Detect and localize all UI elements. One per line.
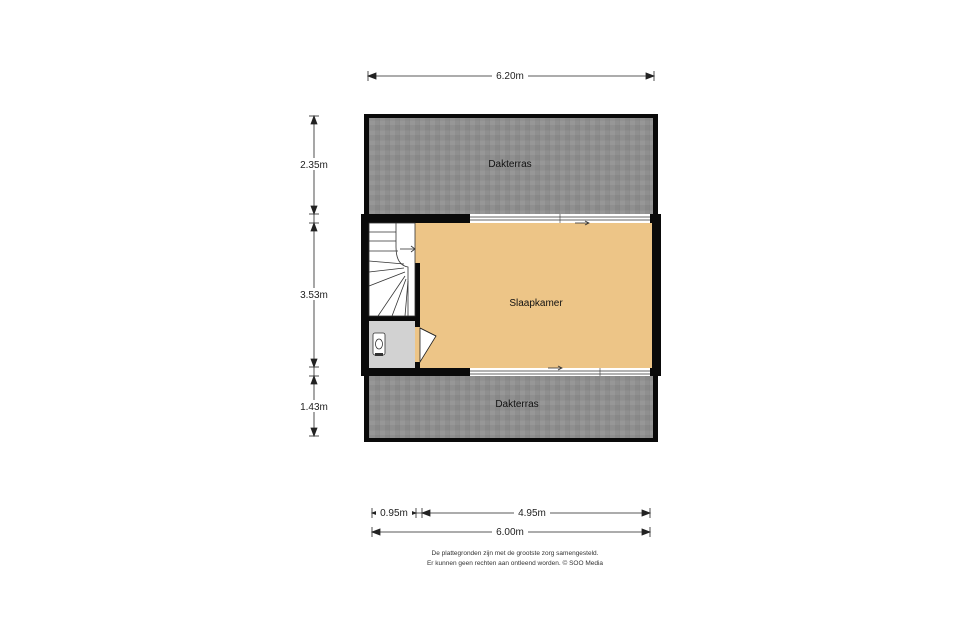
dimension-bottom-parts bbox=[372, 507, 650, 519]
dimension-left-middle-label: 3.53m bbox=[300, 290, 328, 301]
bedroom-floor bbox=[420, 223, 652, 368]
dimension-bottom-right-label: 4.95m bbox=[518, 508, 546, 519]
dimension-left-bottom-label: 1.43m bbox=[300, 402, 328, 413]
terrace-bottom bbox=[364, 376, 658, 442]
terrace-top-label: Dakterras bbox=[488, 159, 532, 170]
terrace-top bbox=[364, 114, 658, 214]
dimension-top-width-label: 6.20m bbox=[496, 71, 524, 82]
disclaimer-line-1: De plattegronden zijn met de grootste zorg samengesteld. bbox=[431, 550, 599, 557]
disclaimer bbox=[330, 549, 700, 568]
dimension-left-top-label: 2.35m bbox=[300, 160, 328, 171]
toilet-icon bbox=[373, 333, 385, 356]
dimension-bottom-left-label: 0.95m bbox=[380, 508, 408, 519]
terrace-bottom-label: Dakterras bbox=[495, 399, 539, 410]
disclaimer-line-2: Er kunnen geen rechten aan ontleend worden. © SOO Media bbox=[426, 559, 604, 567]
bedroom-block bbox=[361, 214, 661, 376]
bedroom-label: Slaapkamer bbox=[509, 298, 563, 309]
dimension-bottom-total-label: 6.00m bbox=[496, 527, 524, 538]
